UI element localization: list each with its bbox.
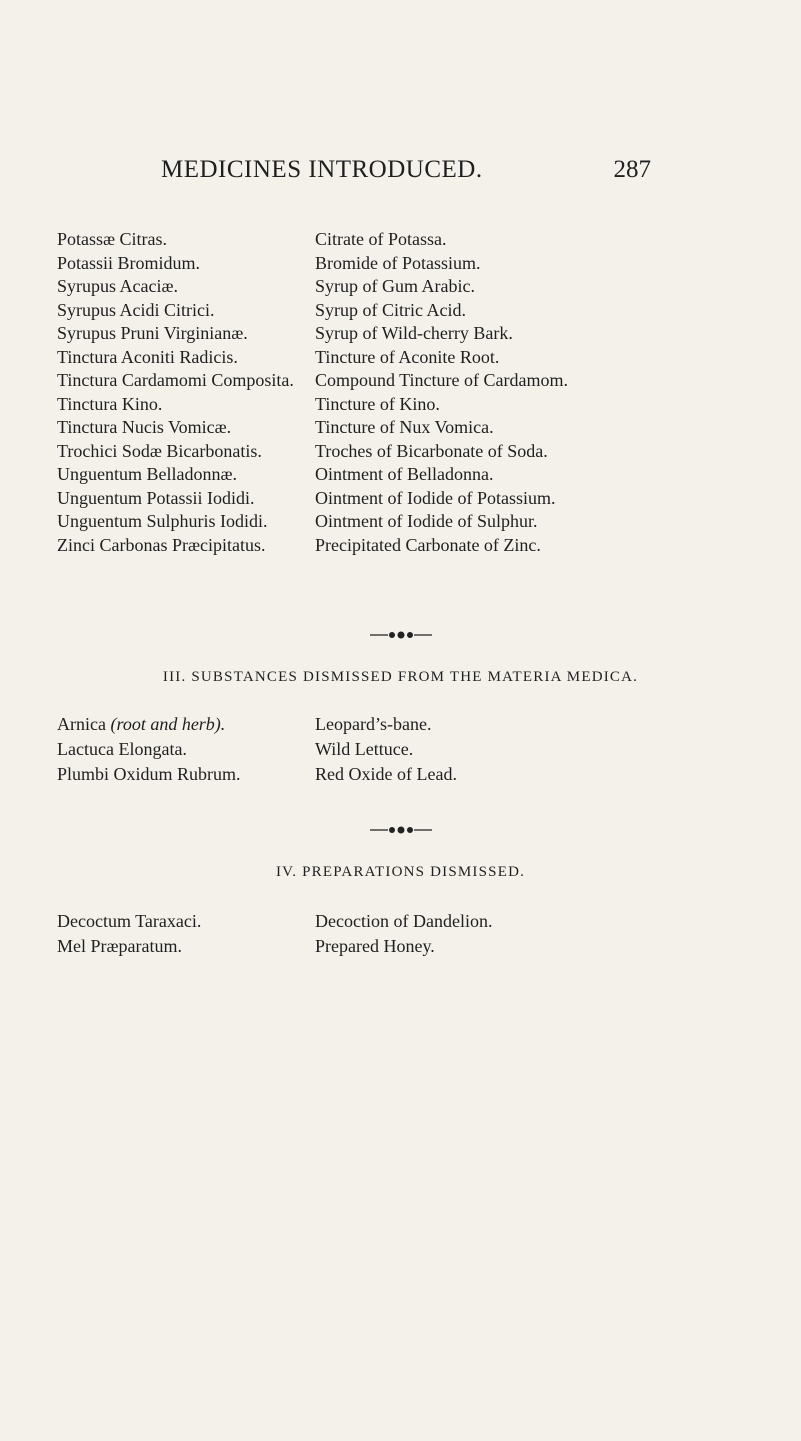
list-item <box>57 322 757 346</box>
list-item <box>57 534 757 558</box>
english-name: Troches of Bicarbonate of Soda. <box>315 440 548 461</box>
english-name: Syrup of Gum Arabic. <box>315 276 475 296</box>
english-name: Bromide of Potassium. <box>315 252 481 273</box>
page-header <box>161 156 651 190</box>
list-item <box>57 713 757 738</box>
latin-name: Syrupus Acidi Citrici. <box>57 299 215 320</box>
latin-name: Zinci Carbonas Præcipitatus. <box>57 534 266 555</box>
latin-name: Potassæ Citras. <box>57 229 168 249</box>
english-name: Syrup of Citric Acid. <box>315 299 466 320</box>
english-name: Prepared Honey. <box>315 936 435 956</box>
latin-name: Unguentum Belladonnæ. <box>57 464 237 484</box>
list-item <box>57 393 757 417</box>
english-name: Decoction of Dandelion. <box>315 911 493 931</box>
latin-name: Trochici Sodæ Bicarbonatis. <box>57 440 262 461</box>
english-name: Tincture of Nux Vomica. <box>315 417 494 437</box>
ornament-divider <box>370 826 432 834</box>
english-name: Compound Tincture of Cardamom. <box>315 370 568 390</box>
list-item <box>57 738 757 763</box>
english-name: Red Oxide of Lead. <box>315 764 457 784</box>
introduced-list <box>57 228 757 557</box>
english-name: Ointment of Iodide of Potassium. <box>315 487 556 508</box>
list-item <box>57 763 757 788</box>
latin-name: Unguentum Sulphuris Iodidi. <box>57 511 268 531</box>
list-item <box>57 910 757 935</box>
latin-name: Syrupus Pruni Virginianæ. <box>57 323 248 343</box>
section-heading: IV. PREPARATIONS DISMISSED. <box>275 864 526 880</box>
latin-name: Potassii Bromidum. <box>57 252 201 273</box>
english-name: Citrate of Potassa. <box>315 229 447 249</box>
list-item <box>57 252 757 276</box>
latin-name: Lactuca Elongata. <box>57 739 187 759</box>
english-name: Ointment of Iodide of Sulphur. <box>315 511 538 531</box>
latin-name: Syrupus Acaciæ. <box>57 276 178 296</box>
section-heading: III. SUBSTANCES DISMISSED FROM THE MATERIA MEDICA. <box>162 669 639 685</box>
latin-name: Unguentum Potassii Iodidi. <box>57 487 255 508</box>
list-item <box>57 463 757 487</box>
english-name: Tincture of Aconite Root. <box>315 346 500 367</box>
english-name: Ointment of Belladonna. <box>315 464 494 484</box>
english-name: Syrup of Wild-cherry Bark. <box>315 323 513 343</box>
list-item <box>57 275 757 299</box>
preparations-dismissed-list <box>57 910 757 960</box>
latin-name: Tinctura Kino. <box>57 393 163 414</box>
list-item <box>57 299 757 323</box>
english-name: Precipitated Carbonate of Zinc. <box>315 534 541 555</box>
list-item <box>57 440 757 464</box>
list-item <box>57 416 757 440</box>
list-item <box>57 228 757 252</box>
latin-name: Decoctum Taraxaci. <box>57 911 202 931</box>
english-name: Wild Lettuce. <box>315 739 414 759</box>
latin-name: Plumbi Oxidum Rubrum. <box>57 764 241 784</box>
list-item <box>57 346 757 370</box>
latin-name: Mel Præparatum. <box>57 936 182 956</box>
ornament-divider <box>370 631 432 639</box>
running-title: MEDICINES INTRODUCED. <box>161 156 483 183</box>
latin-name: Arnica <box>57 714 106 734</box>
latin-name: Tinctura Aconiti Radicis. <box>57 346 238 367</box>
latin-name: Tinctura Cardamomi Composita. <box>57 370 294 390</box>
list-item <box>57 935 757 960</box>
page-number: 287 <box>613 156 651 183</box>
english-name: Leopard’s-bane. <box>315 714 432 734</box>
list-item <box>57 487 757 511</box>
english-name: Tincture of Kino. <box>315 393 440 414</box>
latin-note: (root and herb). <box>110 714 226 734</box>
list-item <box>57 369 757 393</box>
list-item <box>57 510 757 534</box>
latin-name: Tinctura Nucis Vomicæ. <box>57 417 232 437</box>
substances-dismissed-list <box>57 713 757 788</box>
